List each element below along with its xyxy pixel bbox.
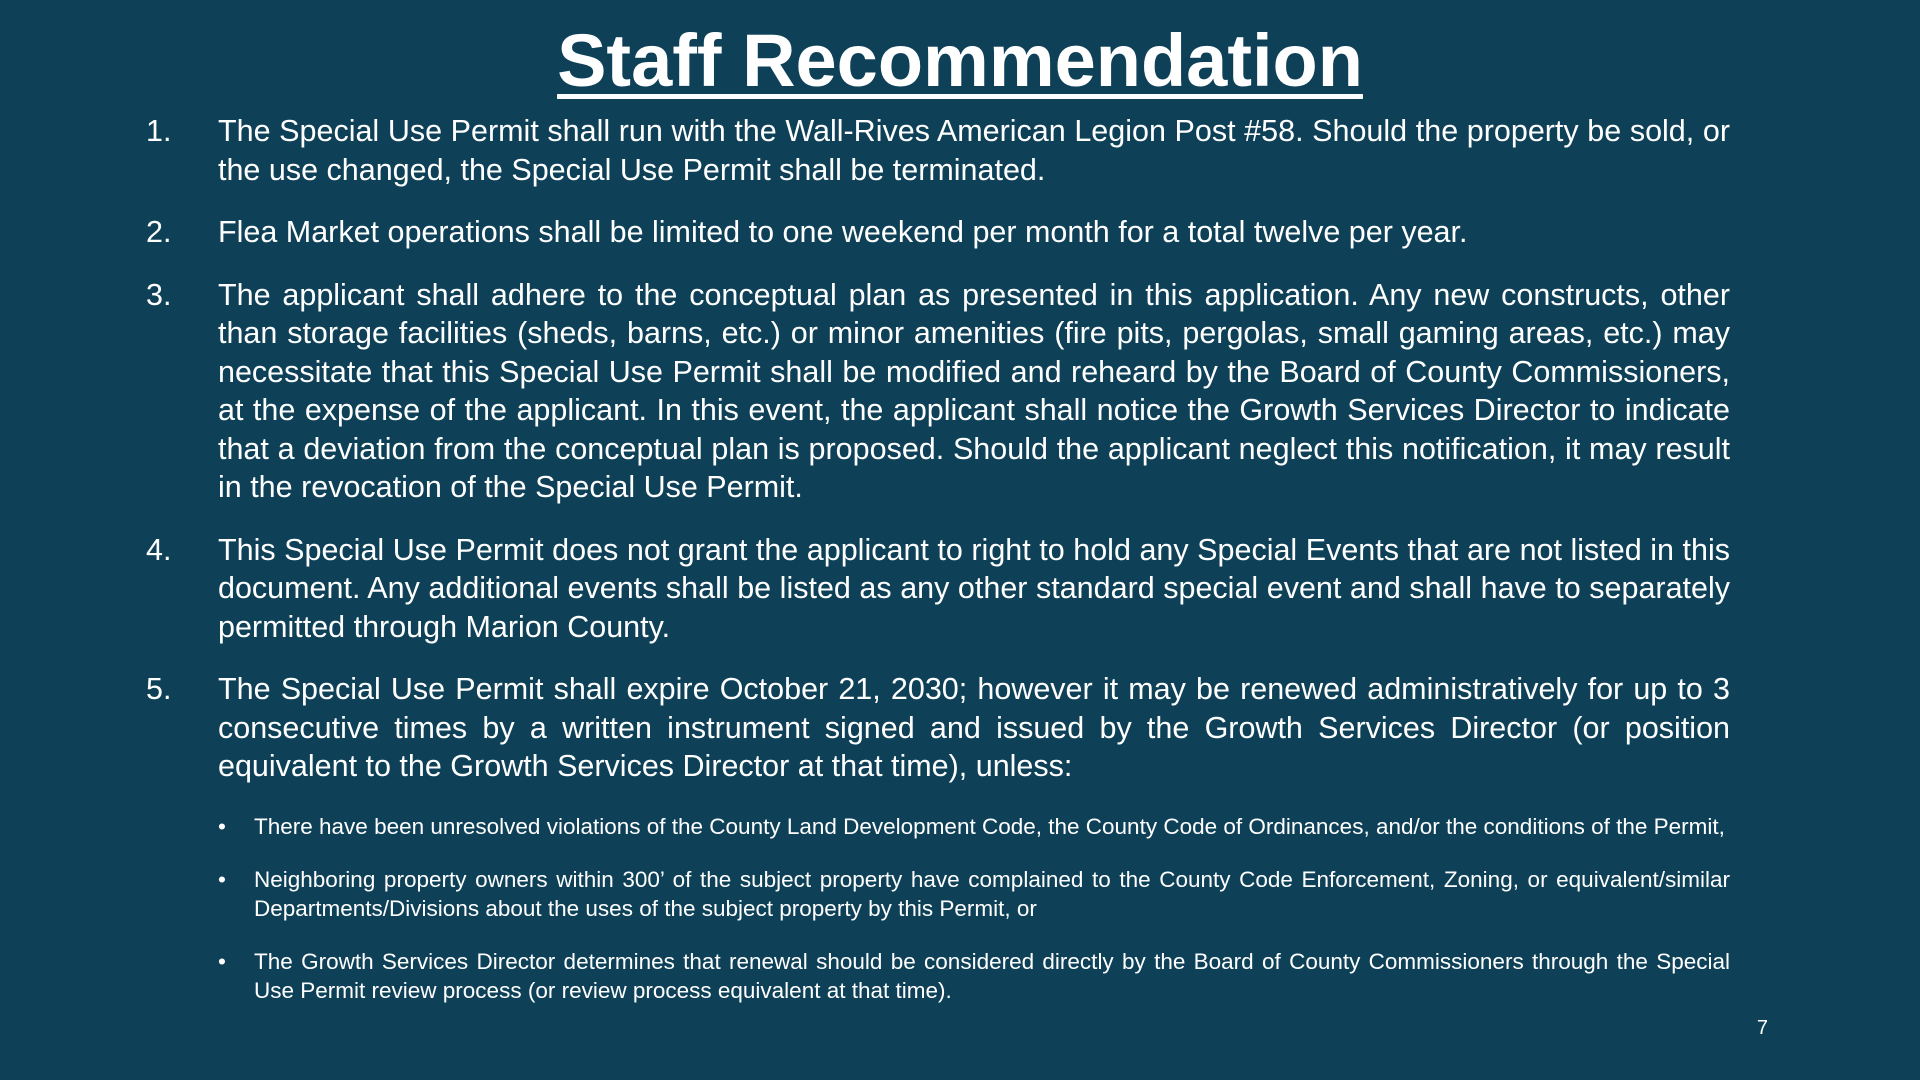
item-number: 1.	[146, 114, 172, 148]
item-number: 2.	[146, 215, 172, 249]
renewal-condition-item	[218, 947, 1730, 1005]
recommendation-content	[144, 112, 1730, 1029]
item-text: The applicant shall adhere to the conceptual plan as presented in this application. Any new constructs, other than storage facilities (sheds, barns, etc.) or minor amenities (fire pits, pergolas, small gaming areas, etc.) may necessitate that this Special Use Permit shall be modified and reheard by the Board of County Commissioners, at the expense of the applicant. In this event, the applicant shall notice the Growth Services Director to indicate that a deviation from the conceptual plan is proposed. Should the applicant neglect this notification, it may result in the revocation of the Special Use Permit.	[218, 277, 1730, 504]
slide-title: Staff Recommendation	[557, 19, 1363, 102]
recommendation-item-2	[144, 213, 1730, 252]
item-number: 4.	[146, 532, 172, 567]
item-number: 3.	[146, 277, 172, 312]
renewal-condition-item	[218, 812, 1730, 841]
item-text: The Special Use Permit shall run with the Wall-Rives American Legion Post #58. Should the property be sold, or the use changed, the Special Use Permit shall be terminated.	[218, 114, 1730, 187]
recommendation-list	[144, 112, 1730, 1005]
recommendation-item-1	[144, 112, 1730, 189]
bullet-text: The Growth Services Director determines that renewal should be considered directly by the Board of County Commissioners through the Special Use Permit review process (or review process equivalent at that time).	[254, 948, 1730, 1003]
bullet-text: There have been unresolved violations of the County Land Development Code, the County Code of Ordinances, and/or the conditions of the Permit,	[254, 813, 1725, 839]
recommendation-item-4	[144, 531, 1730, 647]
renewal-conditions-list	[218, 812, 1730, 1005]
renewal-condition-item	[218, 865, 1730, 923]
recommendation-item-5	[144, 670, 1730, 1005]
item-text: This Special Use Permit does not grant the applicant to right to hold any Special Events that are not listed in this document. Any additional events shall be listed as any other standard special event and shall have to separately permitted through Marion County.	[218, 532, 1730, 644]
item-text: The Special Use Permit shall expire October 21, 2030; however it may be renewed administratively for up to 3 consecutive times by a written instrument signed and issued by the Growth Services Director (or position equivalent to the Growth Services Director at that time), unless:	[218, 672, 1730, 783]
item-number: 5.	[146, 672, 172, 706]
bullet-text: Neighboring property owners within 300’ of the subject property have complained to the County Code Enforcement, Zoning, or equivalent/similar Departments/Divisions about the uses of the subject property by this Permit, or	[254, 866, 1730, 921]
bullet-icon: •	[218, 813, 226, 839]
page-number: 7	[1756, 1017, 1768, 1039]
bullet-icon: •	[218, 948, 226, 974]
bullet-icon: •	[218, 866, 226, 892]
item-text: Flea Market operations shall be limited to one weekend per month for a total twelve per year.	[218, 215, 1468, 249]
recommendation-item-3	[144, 276, 1730, 507]
